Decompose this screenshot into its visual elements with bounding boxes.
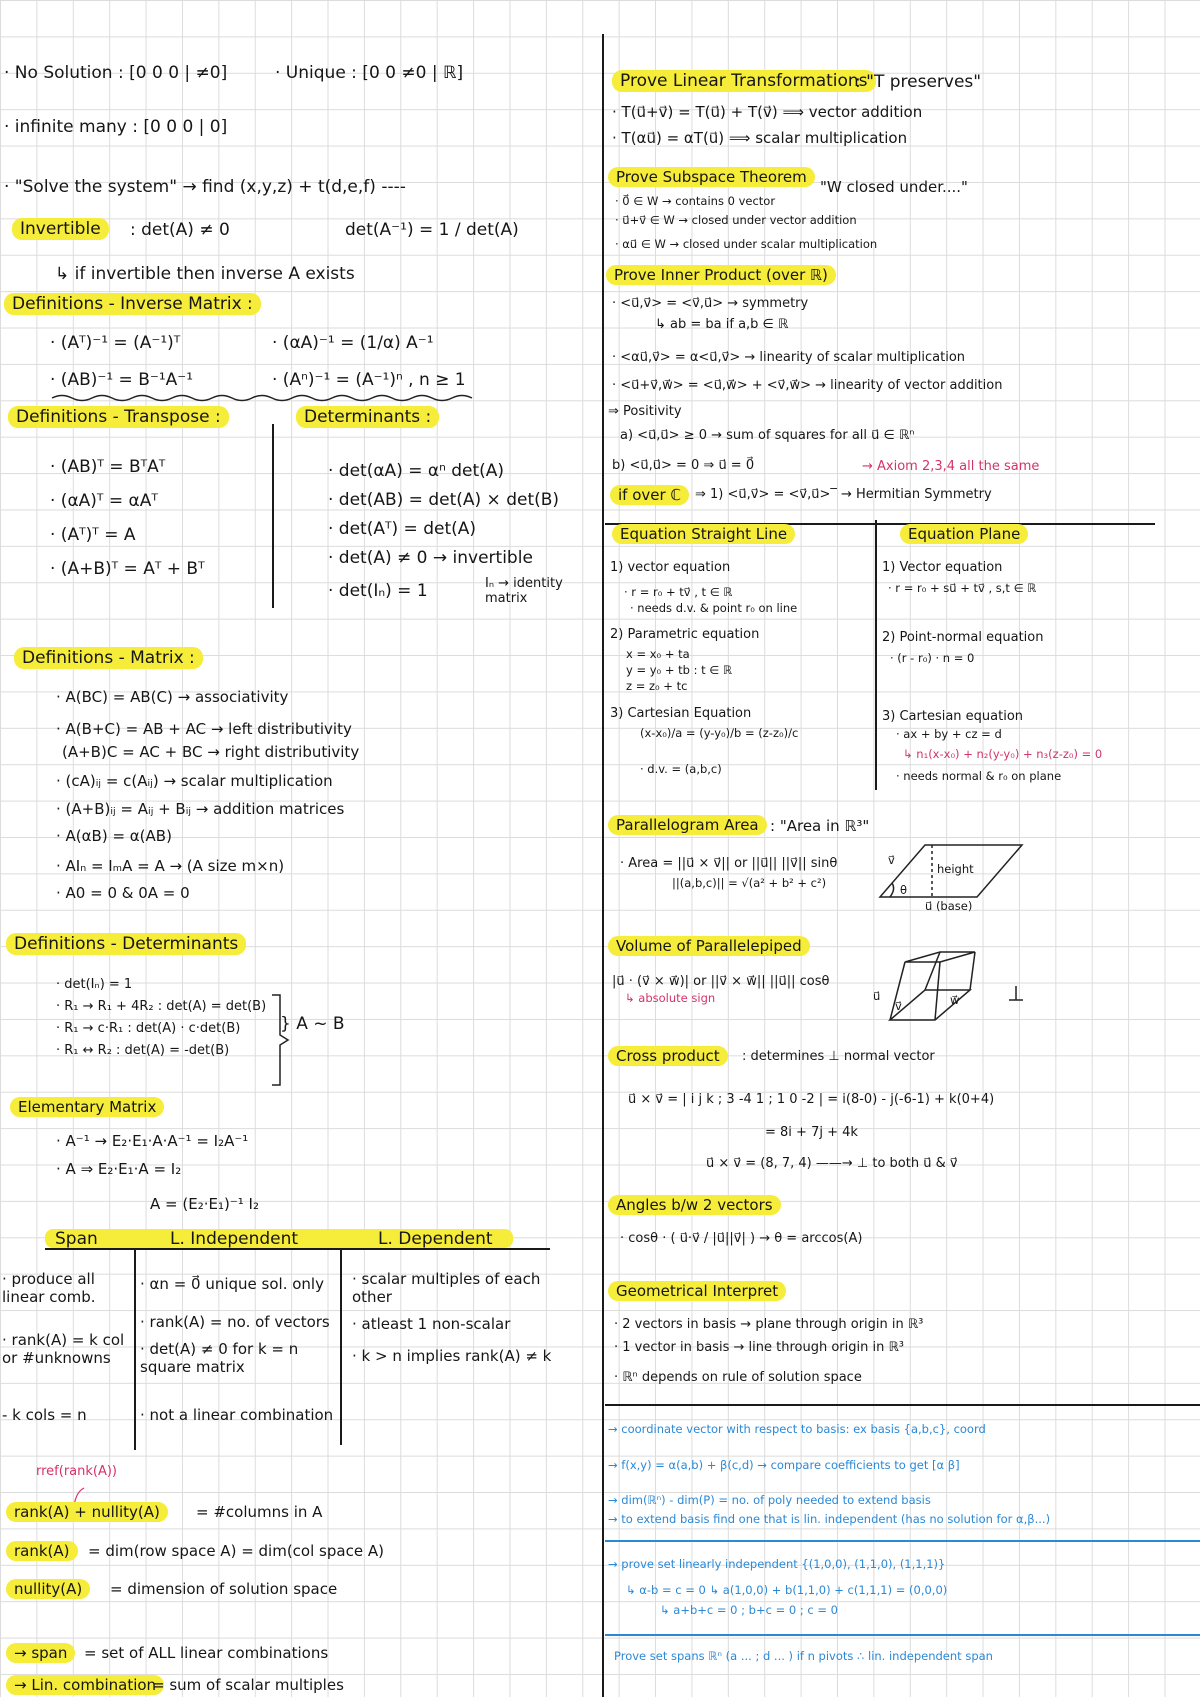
matrix-4: · (cA)ᵢⱼ = c(Aᵢⱼ) → scalar multiplication bbox=[56, 772, 333, 790]
transpose-2: · (αA)ᵀ = αAᵀ bbox=[50, 491, 158, 511]
prove-sub-2: · u⃗+v⃗ ∈ W → closed under vector addition bbox=[615, 213, 857, 227]
prove-ip-7: b) <u⃗,u⃗> = 0 ⇒ u⃗ = 0⃗ bbox=[612, 458, 755, 473]
span-def-rest: = set of ALL linear combinations bbox=[84, 1644, 329, 1662]
para-title: Parallelogram Area bbox=[608, 815, 767, 835]
table-header-dependent: L. Dependent bbox=[378, 1229, 493, 1249]
blue-note-8: Prove set spans ℝⁿ (a ... ; d ... ) if n pivots ∴ lin. independent span bbox=[614, 1649, 993, 1663]
cross-title: Cross product bbox=[608, 1046, 728, 1066]
axiom-note: → Axiom 2,3,4 all the same bbox=[862, 459, 1040, 474]
elementary-title: Elementary Matrix bbox=[10, 1097, 164, 1117]
det-brace-shape bbox=[272, 995, 288, 1085]
def-inverse-1: · (Aᵀ)⁻¹ = (A⁻¹)ᵀ bbox=[50, 333, 181, 353]
determinant-4: · det(A) ≠ 0 → invertible bbox=[328, 548, 533, 568]
def-det-2: · R₁ → R₁ + 4R₂ : det(A) = det(B) bbox=[56, 999, 267, 1014]
dep-cell-3: · k > n implies rank(A) ≠ k bbox=[352, 1347, 552, 1365]
hermitian-line: ⇒ 1) <u⃗,v⃗> = <v⃗,u⃗>‾ → Hermitian Symmetry bbox=[695, 487, 992, 502]
transpose-4: · (A+B)ᵀ = Aᵀ + Bᵀ bbox=[50, 559, 205, 579]
prove-ip-2: ↳ ab = ba if a,b ∈ ℝ bbox=[655, 317, 789, 332]
def-det-3: · R₁ → c·R₁ : det(A) · c·det(B) bbox=[56, 1021, 241, 1036]
prove-sub-1: · 0⃗ ∈ W → contains 0 vector bbox=[615, 194, 776, 208]
wavy-separator bbox=[52, 396, 472, 401]
line-item-6: y = y₀ + tb : t ∈ ℝ bbox=[626, 663, 733, 677]
line-item-7: z = z₀ + tc bbox=[626, 679, 688, 693]
vol-label-w: w⃗ bbox=[950, 993, 960, 1007]
blue-note-3: → dim(ℝⁿ) - dim(P) = no. of poly needed to extend basis bbox=[608, 1493, 931, 1507]
span-def: → span bbox=[6, 1643, 75, 1663]
rank-def-rest: = dim(row space A) = dim(col space A) bbox=[88, 1542, 384, 1560]
span-cell-3: - k cols = n bbox=[2, 1406, 87, 1424]
vol-label-v: v⃗ bbox=[895, 999, 902, 1013]
para-suffix: : "Area in ℝ³" bbox=[770, 817, 870, 835]
plane-pink-note: ↳ n₁(x-x₀) + n₂(y-y₀) + n₃(z-z₀) = 0 bbox=[903, 747, 1103, 761]
rank-nullity: rank(A) + nullity(A) bbox=[6, 1502, 168, 1522]
para-area: · Area = ||u⃗ × v⃗|| or ||u⃗|| ||v⃗|| sinθ bbox=[620, 856, 838, 871]
rref-note: rref(rank(A)) bbox=[36, 1464, 118, 1479]
span-cell-1: · produce all linear comb. bbox=[2, 1270, 96, 1306]
determinant-1: · det(αA) = αⁿ det(A) bbox=[328, 461, 505, 481]
matrix-5: · (A+B)ᵢⱼ = Aᵢⱼ + Bᵢⱼ → addition matrices bbox=[56, 800, 345, 818]
det-brace: } A ~ B bbox=[280, 1014, 345, 1034]
prove-lt-2: · T(αu⃗) = αT(u⃗) ⟹ scalar multiplication bbox=[612, 129, 908, 147]
matrix-6: · A(αB) = α(AB) bbox=[56, 827, 172, 845]
nullity-def-rest: = dimension of solution space bbox=[110, 1580, 338, 1598]
para-area-2: ||(a,b,c)|| = √(a² + b² + c²) bbox=[672, 876, 827, 890]
indep-cell-2: · rank(A) = no. of vectors bbox=[140, 1313, 330, 1331]
prove-ip-3: · <αu⃗,v⃗> = α<u⃗,v⃗> → linearity of scalar multiplication bbox=[612, 350, 966, 365]
angles-formula: · cosθ · ( u⃗·v⃗ / |u⃗||v⃗| ) → θ = arccos(A) bbox=[620, 1231, 863, 1246]
plane-item-1: 1) Vector equation bbox=[882, 560, 1003, 575]
para-label-height: height bbox=[937, 862, 974, 876]
line-item-2: · r = r₀ + tv⃗ , t ∈ ℝ bbox=[624, 585, 733, 599]
blue-note-1: → coordinate vector with respect to basis: ex basis {a,b,c}, coord bbox=[608, 1422, 986, 1436]
prove-lt-title: Prove Linear Transformations bbox=[612, 70, 876, 92]
elementary-2: · A ⇒ E₂·E₁·A = I₂ bbox=[56, 1160, 182, 1178]
table-header-independent: L. Independent bbox=[170, 1229, 299, 1249]
infinite-text: · infinite many : [0 0 0 | 0] bbox=[4, 117, 228, 137]
dep-cell-2: · atleast 1 non-scalar bbox=[352, 1315, 511, 1333]
vol-title: Volume of Parallelepiped bbox=[608, 936, 810, 956]
prove-lt-suffix: : "T preserves" bbox=[855, 72, 982, 92]
plane-item-4: · (r - r₀) · n = 0 bbox=[890, 651, 975, 665]
def-inverse-title: Definitions - Inverse Matrix : bbox=[4, 293, 261, 315]
matrix-2: · A(B+C) = AB + AC → left distributivity bbox=[56, 720, 352, 738]
line-item-5: x = x₀ + ta bbox=[626, 647, 690, 661]
solve-text: · "Solve the system" → find (x,y,z) + t(d,e,f) ---- bbox=[4, 177, 406, 197]
parallelepiped-diagram bbox=[890, 952, 975, 1020]
line-item-3: · needs d.v. & point r₀ on line bbox=[630, 601, 798, 615]
identity-note: Iₙ → identity matrix bbox=[485, 576, 563, 606]
def-det-1: · det(Iₙ) = 1 bbox=[56, 977, 133, 992]
para-label-base: u⃗ (base) bbox=[925, 899, 973, 913]
plane-item-7: · needs normal & r₀ on plane bbox=[896, 769, 1062, 783]
prove-lt-1: · T(u⃗+v⃗) = T(u⃗) + T(v⃗) ⟹ vector addition bbox=[612, 103, 923, 121]
transpose-1: · (AB)ᵀ = BᵀAᵀ bbox=[50, 457, 166, 477]
transpose-3: · (Aᵀ)ᵀ = A bbox=[50, 525, 136, 545]
line-item-9: (x-x₀)/a = (y-y₀)/b = (z-z₀)/c bbox=[640, 726, 799, 740]
lin-comb-def: → Lin. combination bbox=[6, 1675, 164, 1695]
def-det-title: Definitions - Determinants bbox=[6, 933, 246, 955]
matrix-3: (A+B)C = AC + BC → right distributivity bbox=[62, 743, 360, 761]
line-item-4: 2) Parametric equation bbox=[610, 627, 760, 642]
line-item-10: · d.v. = (a,b,c) bbox=[640, 762, 722, 776]
geo-title: Geometrical Interpret bbox=[608, 1281, 786, 1301]
rank-nullity-rest: = #columns in A bbox=[196, 1503, 323, 1521]
def-matrix-title: Definitions - Matrix : bbox=[14, 647, 203, 669]
line-item-8: 3) Cartesian Equation bbox=[610, 706, 752, 721]
plane-title: Equation Plane bbox=[900, 524, 1028, 544]
cross-line-2: = 8i + 7j + 4k bbox=[765, 1125, 858, 1140]
prove-ip-5: ⇒ Positivity bbox=[608, 404, 682, 419]
prove-ip-title: Prove Inner Product (over ℝ) bbox=[606, 265, 836, 285]
blue-note-5: → prove set linearly independent {(1,0,0), (1,1,0), (1,1,1)} bbox=[608, 1557, 946, 1571]
prove-ip-4: · <u⃗+v⃗,w⃗> = <u⃗,w⃗> + <v⃗,w⃗> → linearity of vector addition bbox=[612, 378, 1003, 393]
cross-suffix: : determines ⊥ normal vector bbox=[742, 1049, 935, 1064]
unique-text: · Unique : [0 0 ≠0 | ℝ] bbox=[275, 63, 464, 83]
perp-symbol bbox=[1009, 986, 1023, 1000]
prove-sub-title: Prove Subspace Theorem bbox=[608, 167, 815, 187]
blue-note-7: ↳ a+b+c = 0 ; b+c = 0 ; c = 0 bbox=[660, 1603, 838, 1617]
invertible-title: Invertible bbox=[12, 218, 109, 240]
nullity-def: nullity(A) bbox=[6, 1579, 90, 1599]
indep-cell-3: · det(A) ≠ 0 for k = n square matrix bbox=[140, 1340, 299, 1376]
plane-item-6: · ax + by + cz = d bbox=[896, 727, 1002, 741]
def-inverse-3: · (AB)⁻¹ = B⁻¹A⁻¹ bbox=[50, 370, 194, 390]
blue-note-6: ↳ α-b = c = 0 ↳ a(1,0,0) + b(1,1,0) + c(1,1,1) = (0,0,0) bbox=[626, 1583, 948, 1597]
no-solution-text: · No Solution : [0 0 0 | ≠0] bbox=[4, 63, 228, 83]
blue-note-2: → f(x,y) = α(a,b) + β(c,d) → compare coefficients to get [α β] bbox=[608, 1458, 960, 1472]
line-item-1: 1) vector equation bbox=[610, 560, 731, 575]
if-over-c: if over ℂ bbox=[610, 485, 689, 505]
determinants-title: Determinants : bbox=[296, 406, 439, 428]
rank-def: rank(A) bbox=[6, 1541, 78, 1561]
vol-note: ↳ absolute sign bbox=[625, 991, 716, 1005]
invertible-note: ↳ if invertible then inverse A exists bbox=[55, 264, 355, 284]
def-det-4: · R₁ ↔ R₂ : det(A) = -det(B) bbox=[56, 1043, 230, 1058]
invertible-eq: : det(A) ≠ 0 bbox=[130, 220, 230, 240]
para-label-theta: θ bbox=[900, 883, 908, 897]
matrix-7: · AIₙ = IₘA = A → (A size m×n) bbox=[56, 857, 285, 875]
prove-ip-6: a) <u⃗,u⃗> ≥ 0 → sum of squares for all u⃗ ∈ ℝⁿ bbox=[620, 428, 915, 443]
prove-ip-1: · <u⃗,v⃗> = <v⃗,u⃗> → symmetry bbox=[612, 296, 809, 311]
geo-item-1: · 2 vectors in basis → plane through origin in ℝ³ bbox=[614, 1317, 924, 1332]
plane-item-2: · r = r₀ + su⃗ + tv⃗ , s,t ∈ ℝ bbox=[888, 581, 1037, 595]
angles-title: Angles b/w 2 vectors bbox=[608, 1195, 781, 1215]
prove-sub-suffix: "W closed under...." bbox=[820, 178, 968, 196]
dep-cell-1: · scalar multiples of each other bbox=[352, 1270, 541, 1306]
para-label-v: v⃗ bbox=[888, 853, 895, 867]
def-transpose-title: Definitions - Transpose : bbox=[8, 406, 229, 428]
geo-item-2: · 1 vector in basis → line through origin in ℝ³ bbox=[614, 1340, 904, 1355]
geo-item-3: · ℝⁿ depends on rule of solution space bbox=[614, 1370, 862, 1385]
def-inverse-2: · (αA)⁻¹ = (1/α) A⁻¹ bbox=[272, 333, 434, 353]
matrix-8: · A0 = 0 & 0A = 0 bbox=[56, 884, 190, 902]
prove-sub-3: · αu⃗ ∈ W → closed under scalar multiplication bbox=[615, 237, 878, 251]
elementary-3: A = (E₂·E₁)⁻¹ I₂ bbox=[150, 1195, 259, 1213]
span-cell-2: · rank(A) = k col or #unknowns bbox=[2, 1331, 125, 1367]
line-title: Equation Straight Line bbox=[612, 524, 795, 544]
elementary-1: · A⁻¹ → E₂·E₁·A·A⁻¹ = I₂A⁻¹ bbox=[56, 1132, 249, 1150]
vol-formula: |u⃗ · (v⃗ × w⃗)| or ||v⃗ × w⃗|| ||u⃗|| cosθ bbox=[612, 974, 830, 989]
cross-line-3: u⃗ × v⃗ = (8, 7, 4) ——→ ⊥ to both u⃗ & v⃗ bbox=[706, 1156, 958, 1171]
plane-item-5: 3) Cartesian equation bbox=[882, 709, 1024, 724]
indep-cell-1: · αn = 0⃗ unique sol. only bbox=[140, 1275, 324, 1293]
blue-note-4: → to extend basis find one that is lin. independent (has no solution for α,β...) bbox=[608, 1512, 1051, 1526]
inverse-det: det(A⁻¹) = 1 / det(A) bbox=[345, 220, 519, 240]
lin-comb-rest: = sum of scalar multiples bbox=[152, 1676, 344, 1694]
cross-line-1: u⃗ × v⃗ = | i j k ; 3 -4 1 ; 1 0 -2 | = i(8-0) - j(-6-1) + k(0+4) bbox=[628, 1092, 995, 1107]
vol-label-u: u⃗ bbox=[873, 989, 881, 1003]
table-header-span: Span bbox=[55, 1229, 98, 1249]
indep-cell-4: · not a linear combination bbox=[140, 1406, 334, 1424]
def-inverse-4: · (Aⁿ)⁻¹ = (A⁻¹)ⁿ , n ≥ 1 bbox=[272, 370, 466, 390]
determinant-5: · det(Iₙ) = 1 bbox=[328, 581, 428, 601]
plane-item-3: 2) Point-normal equation bbox=[882, 630, 1044, 645]
determinant-2: · det(AB) = det(A) × det(B) bbox=[328, 490, 560, 510]
matrix-1: · A(BC) = AB(C) → associativity bbox=[56, 688, 289, 706]
determinant-3: · det(Aᵀ) = det(A) bbox=[328, 519, 477, 539]
